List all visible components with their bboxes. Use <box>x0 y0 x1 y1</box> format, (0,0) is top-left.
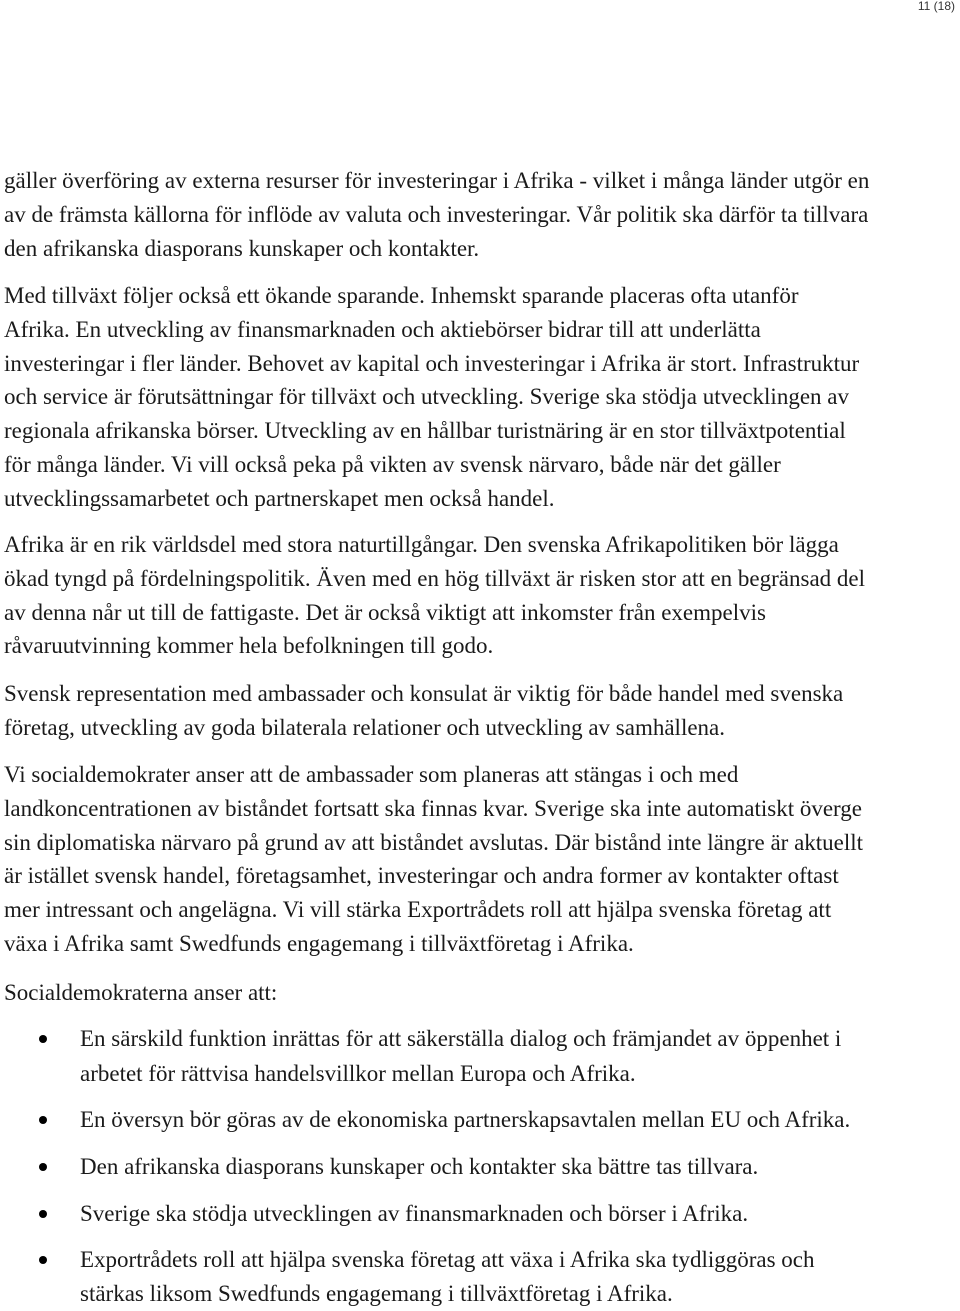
text-line: och service är förutsättningar för tillväxt och utveckling. Sverige ska stödja utvecklingen av <box>4 384 849 410</box>
paragraph <box>4 679 944 743</box>
paragraph <box>4 760 944 959</box>
text-line: utvecklingssamarbetet och partnerskapet men också handel. <box>4 485 555 511</box>
text-line: mer intressant och angelägna. Vi vill stärka Exportrådets roll att hjälpa svenska företag att <box>4 897 832 923</box>
bullet-icon <box>39 1210 47 1218</box>
paragraph <box>4 166 944 264</box>
text-line: Den afrikanska diasporans kunskaper och kontakter ska bättre tas tillvara. <box>80 1154 759 1179</box>
text-line: Svensk representation med ambassader och konsulat är viktig för både handel med svenska <box>4 681 844 706</box>
list-item <box>0 1245 950 1309</box>
bullet-icon <box>39 1116 47 1124</box>
text-line: Exportrådets roll att hjälpa svenska företag att växa i Afrika ska tydliggöras och <box>80 1247 815 1272</box>
text-line: investeringar i fler länder. Behovet av kapital och investeringar i Afrika är stort. Infrastruktur <box>4 350 860 376</box>
text-line: är istället svensk handel, företagsamhet, investeringar och andra former av kontakter oftast <box>4 863 839 889</box>
list-intro <box>4 978 944 1008</box>
list-item <box>0 1105 950 1135</box>
list-item <box>0 1024 950 1094</box>
text-line: växa i Afrika samt Swedfunds engagemang i tillväxtföretag i Afrika. <box>4 930 634 956</box>
paragraph <box>4 281 944 514</box>
text-line: Afrika är en rik världsdel med stora naturtillgångar. Den svenska Afrikapolitiken bör lägga <box>4 532 839 557</box>
text-line: företag, utveckling av goda bilaterala relationer och utveckling av samhällena. <box>4 714 726 740</box>
text-line: Vi socialdemokrater anser att de ambassader som planeras att stängas i och med <box>4 762 739 787</box>
text-line: ökad tyngd på fördelningspolitik. Även med en hög tillväxt är risken stor att en begränsad del <box>4 565 866 591</box>
text-line: En särskild funktion inrättas för att säkerställa dialog och främjandet av öppenhet i <box>80 1026 842 1051</box>
page-number: 11 (18) <box>917 0 955 13</box>
text-line: arbetet för rättvisa handelsvillkor mellan Europa och Afrika. <box>80 1060 636 1086</box>
text-line: Socialdemokraterna anser att: <box>4 980 278 1005</box>
text-line: av denna når ut till de fattigaste. Det är också viktigt att inkomster från exempelvis <box>4 599 766 625</box>
text-line: råvaruutvinning kommer hela befolkningen till godo. <box>4 633 494 659</box>
bullet-icon <box>39 1163 47 1171</box>
text-line: sin diplomatiska närvaro på grund av att biståndet avslutas. Där bistånd inte längre är aktuellt <box>4 829 864 855</box>
list-item <box>0 1199 950 1229</box>
text-line: gäller överföring av externa resurser för investeringar i Afrika - vilket i många länder utgör en <box>4 168 870 193</box>
text-line: den afrikanska diasporans kunskaper och kontakter. <box>4 235 480 261</box>
text-line: för många länder. Vi vill också peka på vikten av svensk närvaro, både när det gäller <box>4 451 781 477</box>
bullet-icon <box>39 1256 47 1264</box>
bullet-icon <box>39 1035 47 1043</box>
text-line: stärkas liksom Swedfunds engagemang i tillväxtföretag i Afrika. <box>80 1281 673 1306</box>
list-item <box>0 1152 950 1182</box>
text-line: regionala afrikanska börser. Utveckling av en hållbar turistnäring är en stor tillväxtpotential <box>4 418 846 444</box>
paragraph <box>4 530 944 661</box>
text-line: En översyn bör göras av de ekonomiska partnerskapsavtalen mellan EU och Afrika. <box>80 1107 851 1132</box>
text-line: Sverige ska stödja utvecklingen av finansmarknaden och börser i Afrika. <box>80 1201 749 1226</box>
text-line: Med tillväxt följer också ett ökande sparande. Inhemskt sparande placeras ofta utanför <box>4 283 799 308</box>
text-line: landkoncentrationen av biståndet fortsatt ska finnas kvar. Sverige ska inte automatiskt överge <box>4 795 863 821</box>
text-line: Afrika. En utveckling av finansmarknaden och aktiebörser bidrar till att underlätta <box>4 316 761 342</box>
text-line: av de främsta källorna för inflöde av valuta och investeringar. Vår politik ska därför ta tillvara <box>4 201 869 227</box>
